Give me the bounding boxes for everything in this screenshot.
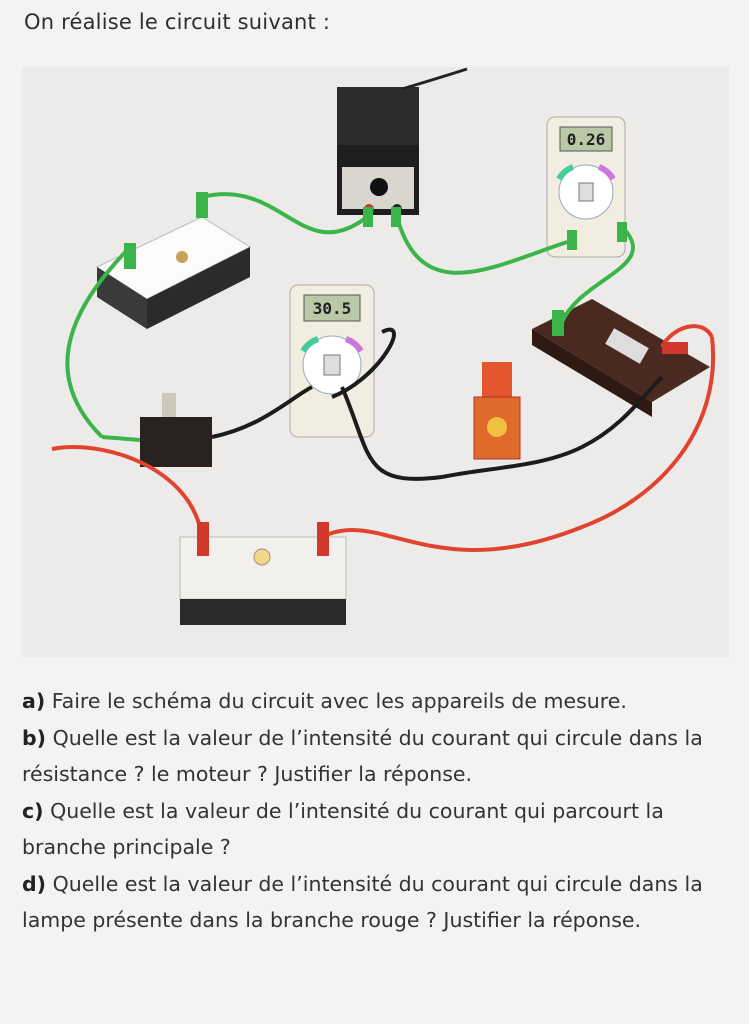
question-a-letter: a) bbox=[22, 689, 46, 713]
question-d-letter: d) bbox=[22, 871, 47, 896]
question-b-text: Quelle est la valeur de l’intensité du courant qui circule dans la résistance ? le moteur ? Justifier la réponse. bbox=[22, 725, 703, 786]
question-a bbox=[22, 683, 732, 720]
question-b-letter: b) bbox=[22, 725, 47, 750]
question-d bbox=[22, 866, 732, 939]
question-c bbox=[22, 793, 732, 866]
question-c-letter: c) bbox=[22, 798, 44, 823]
circuit-photo bbox=[22, 67, 729, 657]
intro-text: On réalise le circuit suivant : bbox=[24, 10, 331, 34]
question-c-text: Quelle est la valeur de l’intensité du courant qui parcourt la branche principale ? bbox=[22, 798, 664, 859]
meter-center-reading: 30.5 bbox=[312, 299, 352, 318]
meter-top-right-reading: 0.26 bbox=[566, 130, 606, 149]
question-a-text: Faire le schéma du circuit avec les appareils de mesure. bbox=[51, 689, 627, 713]
multimeter-center bbox=[290, 285, 374, 437]
question-d-text: Quelle est la valeur de l’intensité du courant qui circule dans la lampe présente dans la branche rouge ? Justifier la réponse. bbox=[22, 871, 703, 932]
circuit-illustration bbox=[22, 67, 729, 657]
multimeter-top-right bbox=[547, 117, 625, 257]
question-b bbox=[22, 720, 732, 793]
questions-block bbox=[22, 683, 732, 939]
